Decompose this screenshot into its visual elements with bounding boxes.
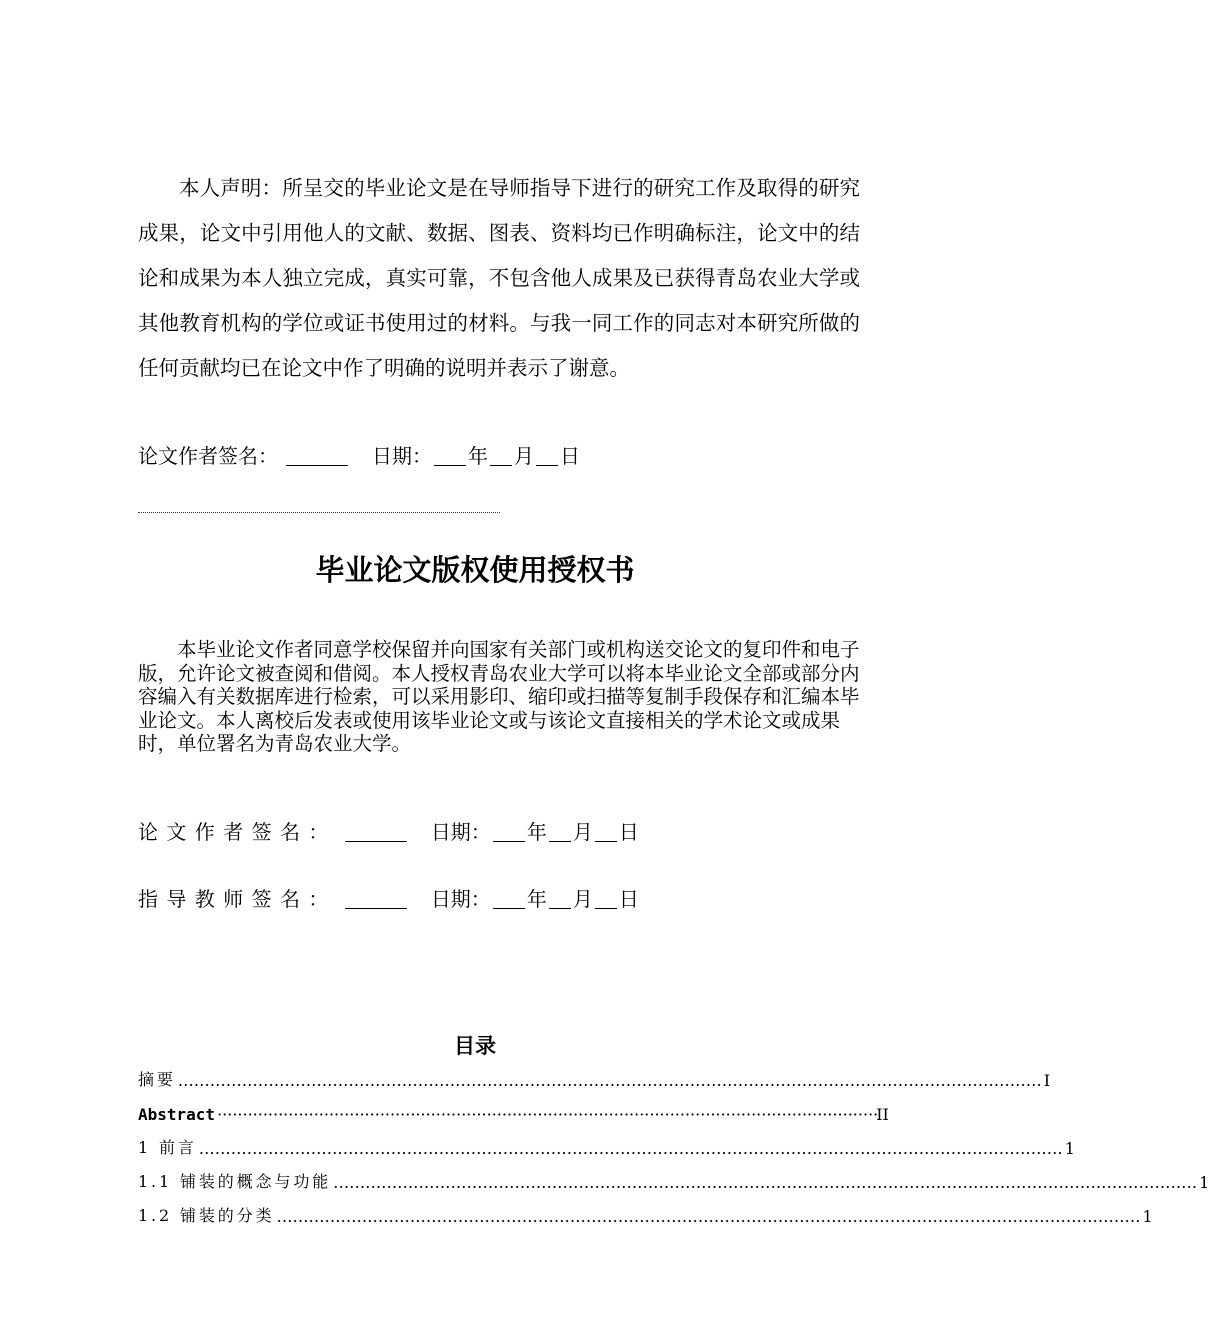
advisor-signature-blank[interactable] bbox=[345, 888, 407, 909]
toc-entry-1-2[interactable] bbox=[138, 1192, 1153, 1226]
day-blank[interactable] bbox=[536, 445, 558, 466]
authorization-title: 毕业论文版权使用授权书 bbox=[315, 553, 635, 587]
year-blank[interactable] bbox=[434, 445, 466, 466]
signature-blank[interactable] bbox=[286, 445, 348, 466]
day-blank[interactable] bbox=[595, 888, 617, 909]
toc-entry-label: 1 前言 bbox=[138, 1138, 197, 1157]
authorization-text: 本毕业论文作者同意学校保留并向国家有关部门或机构送交论文的复印件和电子版，允许论文被查阅和借阅。本人授权青岛农业大学可以将本毕业论文全部或部分内容编入有关数据库进行检索，可以采用影印、缩印或扫描等复制手段保存和汇编本毕业论文。本人离校后发表或使用该毕业论文或与该论文直接相关的学术论文或成果时，单位署名为青岛农业大学。 bbox=[138, 638, 860, 755]
day-blank[interactable] bbox=[595, 821, 617, 842]
toc-leader-dots: ……………………………………………………………………………………………………………………………………………… bbox=[177, 1071, 1042, 1090]
authorization-section bbox=[138, 638, 860, 756]
author-signature-line bbox=[138, 816, 639, 845]
day-label: 日 bbox=[618, 820, 639, 844]
toc-entry-page: I bbox=[1043, 1071, 1051, 1090]
toc-entry-page: II bbox=[876, 1105, 889, 1124]
month-label: 月 bbox=[514, 444, 534, 468]
toc-entry-abstract-en[interactable] bbox=[138, 1090, 889, 1124]
toc-leader-dots: ……………………………………………………………………………………………………………………………………………… bbox=[276, 1207, 1141, 1226]
declaration-signature-line bbox=[138, 440, 580, 469]
author-signature-label: 论文作者签名： bbox=[138, 820, 337, 844]
table-of-contents bbox=[138, 1056, 1209, 1226]
toc-entry-1-1[interactable] bbox=[138, 1158, 1209, 1192]
toc-entry-label: 1.1 铺装的概念与功能 bbox=[138, 1172, 332, 1191]
year-blank[interactable] bbox=[493, 888, 525, 909]
toc-entry-page: 1 bbox=[1064, 1139, 1075, 1158]
month-label: 月 bbox=[572, 887, 593, 911]
month-blank[interactable] bbox=[549, 821, 571, 842]
month-label: 月 bbox=[572, 820, 593, 844]
date-label: 日期： bbox=[430, 820, 491, 844]
toc-leader-dots: ……………………………………………………………………………………………………………………………………………… bbox=[333, 1173, 1198, 1192]
toc-leader-dots: ……………………………………………………………………………………………………………………………………………… bbox=[198, 1139, 1063, 1158]
date-label: 日期： bbox=[430, 887, 491, 911]
year-label: 年 bbox=[526, 887, 547, 911]
month-blank[interactable] bbox=[490, 445, 512, 466]
dotted-divider bbox=[138, 512, 500, 513]
signature-label: 论文作者签名： bbox=[138, 444, 278, 468]
date-label: 日期： bbox=[372, 444, 432, 468]
month-blank[interactable] bbox=[549, 888, 571, 909]
toc-entry-label: 摘要 bbox=[138, 1070, 176, 1089]
advisor-signature-line bbox=[138, 883, 639, 912]
day-label: 日 bbox=[618, 887, 639, 911]
toc-leader-dots: ·································································································································· bbox=[217, 1105, 879, 1124]
year-blank[interactable] bbox=[493, 821, 525, 842]
toc-entry-abstract-cn[interactable] bbox=[138, 1056, 1051, 1090]
toc-entry-introduction[interactable] bbox=[138, 1124, 1075, 1158]
declaration-text: 本人声明：所呈交的毕业论文是在导师指导下进行的研究工作及取得的研究成果，论文中引用他人的文献、数据、图表、资料均已作明确标注，论文中的结论和成果为本人独立完成，真实可靠，不包含他人成果及已获得青岛农业大学或其他教育机构的学位或证书使用过的材料。与我一同工作的同志对本研究所做的任何贡献均已在论文中作了明确的说明并表示了谢意。 bbox=[138, 176, 860, 380]
year-label: 年 bbox=[468, 444, 488, 468]
author-signature-blank[interactable] bbox=[345, 821, 407, 842]
toc-entry-label: Abstract bbox=[138, 1105, 216, 1124]
toc-entry-label: 1.2 铺装的分类 bbox=[138, 1206, 275, 1225]
declaration-section bbox=[138, 166, 860, 391]
toc-entry-page: 1 bbox=[1142, 1207, 1153, 1226]
year-label: 年 bbox=[526, 820, 547, 844]
toc-entry-page: 1 bbox=[1199, 1173, 1209, 1192]
advisor-signature-label: 指导教师签名： bbox=[138, 887, 337, 911]
toc-title: 目录 bbox=[454, 1034, 496, 1058]
day-label: 日 bbox=[560, 444, 580, 468]
